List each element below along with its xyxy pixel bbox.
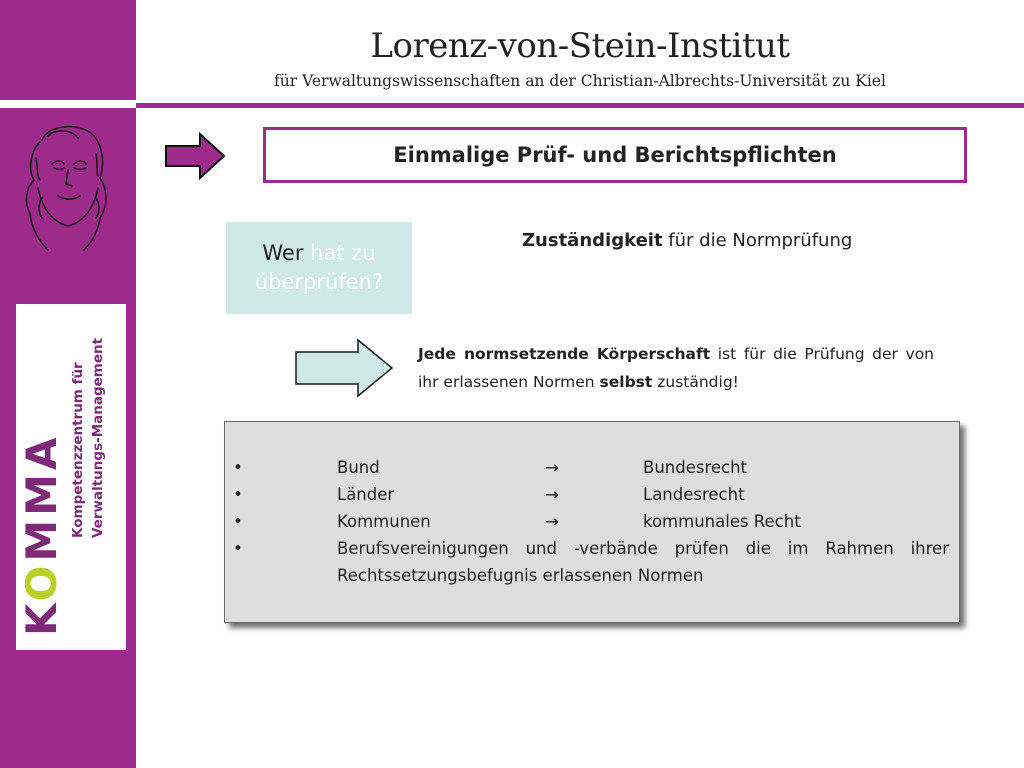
statement-bold1: Jede normsetzende Körperschaft [418,345,711,363]
who-question-box [226,222,412,314]
logo-line1: Kompetenzzentrum für [70,362,86,538]
bullet-right: kommunales Recht [643,512,801,531]
purple-arrow-icon [164,132,226,180]
logo-letters-mma: MMA [17,433,66,562]
responsibility-heading [522,230,852,251]
bullet-right: Landesrecht [643,485,745,504]
arrow-right-icon: → [545,485,559,504]
header-rule [136,103,1024,108]
responsibility-rest: für die Normprüfung [668,230,853,251]
logo-letter-k: K [17,601,66,636]
portrait-sketch-icon [12,118,116,254]
institute-title: Lorenz-von-Stein-Institut [370,26,790,66]
bullet-dot: • [233,539,243,558]
question-line1 [262,239,375,268]
bullet-dot: • [233,512,243,531]
arrow-right-icon: → [545,512,559,531]
bullet-long-text: Berufsvereinigungen und -verbände prüfen die im Rahmen ihrer Rechtssetzungsbefugnis erlassenen Normen [337,539,949,585]
statement-text [418,340,934,396]
logo-letters [17,434,66,637]
bullet-panel [224,421,960,623]
question-word2: hat zu [310,241,376,265]
bullet-dot: • [233,485,243,504]
sidebar-separator [0,100,136,108]
statement-bold2: selbst [599,373,653,391]
bullet-dot: • [233,458,243,477]
teal-arrow-icon [294,338,394,398]
bullet-left: Kommunen [337,512,431,531]
komma-logo [16,304,126,650]
statement-text2: zuständig! [657,373,739,391]
komma-logo-icon [16,304,126,650]
logo-line2: Verwaltungs-Management [90,337,106,538]
question-word1: Wer [262,241,304,265]
bullet-left: Bund [337,458,380,477]
question-word3: überprüfen? [254,270,384,294]
logo-letter-o: O [17,561,66,602]
arrow-right-icon: → [545,458,559,477]
bullet-left: Länder [337,485,395,504]
institute-subtitle: für Verwaltungswissenschaften an der Christian-Albrechts-Universität zu Kiel [274,72,886,90]
statement-text1: ist für die Prüfung der von ihr erlassenen Normen [418,345,935,391]
bullet-right: Bundesrecht [643,458,748,477]
slide-title: Einmalige Prüf- und Berichtspflichten [263,127,967,183]
responsibility-bold: Zuständigkeit [522,230,663,251]
